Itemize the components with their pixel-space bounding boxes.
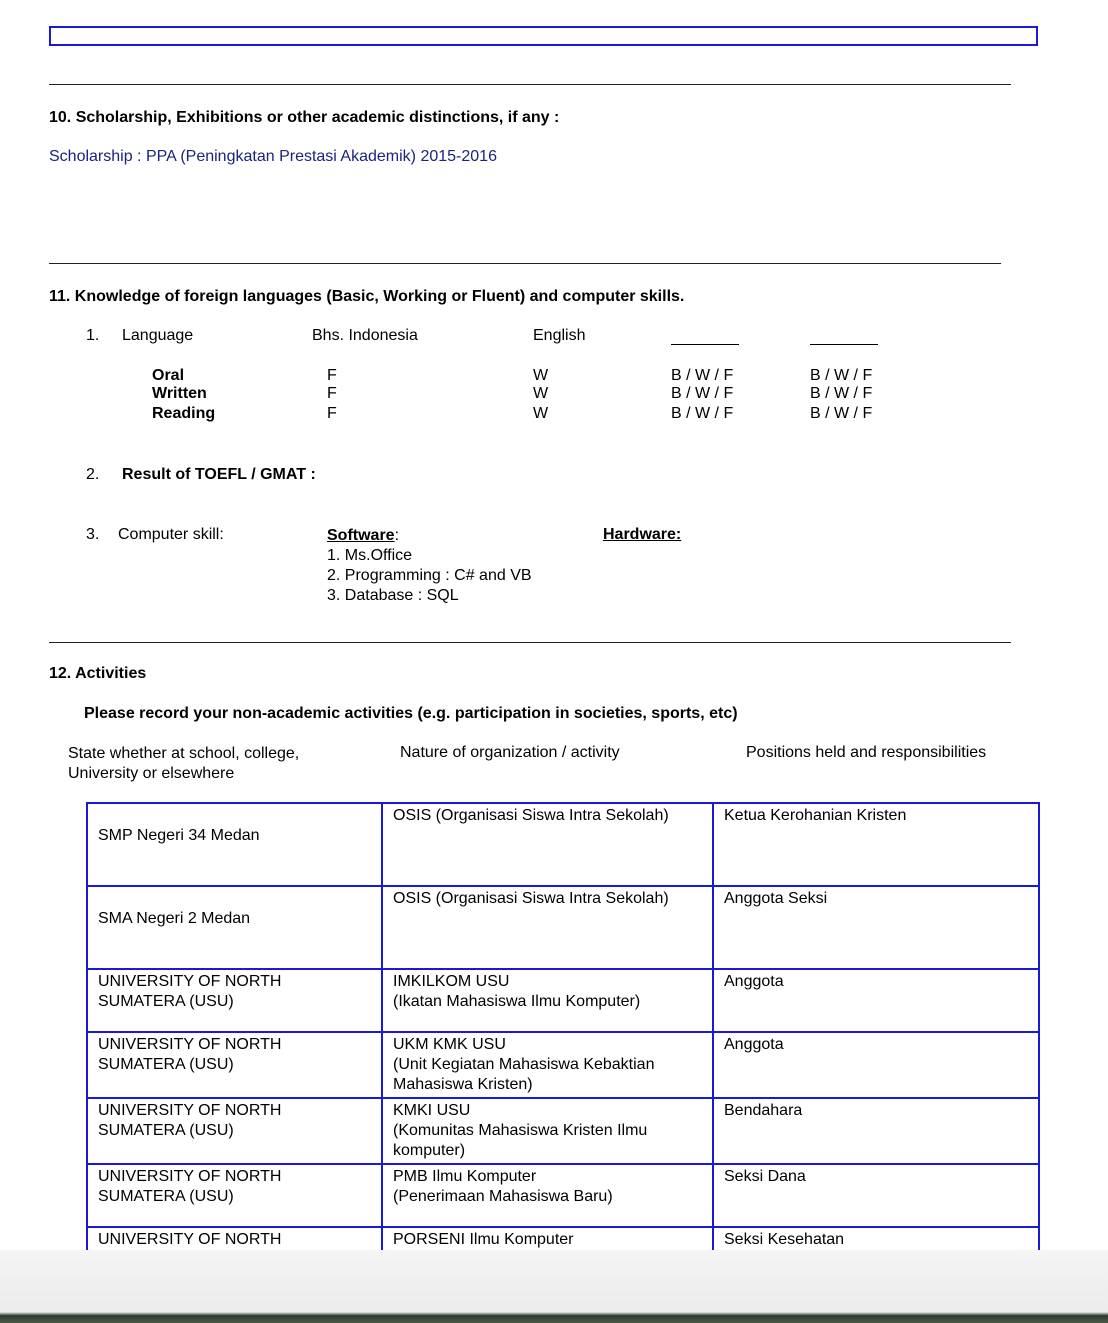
language-label: Language [122, 327, 194, 344]
organization-description: (Ikatan Mahasiswa Ilmu Komputer) [393, 993, 641, 1010]
column-header-place [68, 744, 299, 784]
skill-value-lang2: W [533, 405, 549, 422]
cell-place[interactable]: UNIVERSITY OF NORTH SUMATERA (USU) [87, 1098, 382, 1164]
skill-value-lang2: W [533, 367, 549, 384]
cell-position[interactable]: Anggota Seksi [713, 886, 1039, 969]
skill-value-lang1: F [327, 367, 337, 384]
toefl-num: 2. [86, 466, 100, 483]
activities-table [86, 802, 1040, 1291]
software-label: Software [327, 527, 395, 544]
cell-organization[interactable] [382, 1032, 713, 1098]
cell-organization[interactable] [382, 1164, 713, 1227]
toefl-label: Result of TOEFL / GMAT : [122, 466, 316, 483]
divider [49, 263, 1001, 264]
section-11-title: 11. Knowledge of foreign languages (Basic, Working or Fluent) and computer skills. [49, 288, 685, 305]
language-num: 1. [86, 327, 100, 344]
table-row [87, 1164, 1039, 1227]
computer-label: Computer skill: [118, 526, 224, 543]
cell-position[interactable]: Bendahara [713, 1098, 1039, 1164]
skill-value-lang3: B / W / F [671, 367, 734, 384]
skill-label: Oral [152, 367, 185, 384]
skill-value-lang1: F [327, 385, 337, 402]
software-colon: : [394, 527, 400, 544]
cell-place[interactable]: SMA Negeri 2 Medan [87, 886, 382, 969]
software-item: 3. Database : SQL [327, 587, 459, 604]
cell-place[interactable]: SMP Negeri 34 Medan [87, 803, 382, 886]
skill-value-lang4: B / W / F [810, 385, 873, 402]
organization-description: (Komunitas Mahasiswa Kristen Ilmu komputer) [393, 1122, 648, 1159]
section-10-title: 10. Scholarship, Exhibitions or other academic distinctions, if any : [49, 109, 560, 126]
software-item: 2. Programming : C# and VB [327, 567, 532, 584]
organization-name: IMKILKOM USU [393, 973, 510, 990]
cell-position[interactable]: Anggota [713, 969, 1039, 1032]
computer-num: 3. [86, 526, 100, 543]
table-row [87, 1098, 1039, 1164]
table-row [87, 803, 1039, 886]
scholarship-value: Scholarship : PPA (Peningkatan Prestasi Akademik) 2015-2016 [49, 148, 497, 165]
language-3-blank[interactable] [671, 344, 739, 345]
skill-value-lang1: F [327, 405, 337, 422]
language-2: English [533, 327, 586, 344]
skill-label: Written [152, 385, 207, 402]
organization-name: KMKI USU [393, 1102, 471, 1119]
column-header-position: Positions held and responsibilities [746, 744, 987, 761]
cell-place[interactable]: UNIVERSITY OF NORTH SUMATERA (USU) [87, 1032, 382, 1098]
software-item: 1. Ms.Office [327, 547, 413, 564]
skill-label: Reading [152, 405, 216, 422]
cell-organization[interactable] [382, 969, 713, 1032]
column-header-place-line1: State whether at school, college, [68, 745, 300, 762]
section-12-subtitle: Please record your non-academic activities (e.g. participation in societies, sports, etc) [84, 705, 738, 722]
cell-position[interactable]: Anggota [713, 1032, 1039, 1098]
language-1: Bhs. Indonesia [312, 327, 418, 344]
organization-name: OSIS (Organisasi Siswa Intra Sekolah) [393, 890, 669, 907]
software-block [327, 526, 532, 606]
table-row [87, 886, 1039, 969]
language-4-blank[interactable] [810, 344, 878, 345]
empty-field-box[interactable] [49, 26, 1038, 46]
cell-position[interactable]: Seksi Dana [713, 1164, 1039, 1227]
table-row [87, 969, 1039, 1032]
cell-organization[interactable] [382, 803, 713, 886]
cell-position[interactable]: Ketua Kerohanian Kristen [713, 803, 1039, 886]
organization-name: PMB Ilmu Komputer [393, 1168, 537, 1185]
organization-name: UKM KMK USU [393, 1036, 506, 1053]
organization-name: PORSENI Ilmu Komputer [393, 1231, 574, 1248]
hardware-label: Hardware: [603, 526, 682, 543]
skill-value-lang2: W [533, 385, 549, 402]
cell-place[interactable]: UNIVERSITY OF NORTH SUMATERA (USU) [87, 1164, 382, 1227]
cell-place[interactable]: UNIVERSITY OF NORTH SUMATERA (USU) [87, 969, 382, 1032]
cell-organization[interactable] [382, 886, 713, 969]
cell-place[interactable]: UNIVERSITY OF NORTH [87, 1227, 382, 1290]
section-12-title: 12. Activities [49, 665, 147, 682]
skill-value-lang3: B / W / F [671, 385, 734, 402]
organization-description: (Penerimaan Mahasiswa Baru) [393, 1188, 613, 1205]
skill-value-lang4: B / W / F [810, 405, 873, 422]
skill-value-lang3: B / W / F [671, 405, 734, 422]
divider [49, 84, 1011, 85]
table-row [87, 1032, 1039, 1098]
skill-value-lang4: B / W / F [810, 367, 873, 384]
organization-description: (Unit Kegiatan Mahasiswa Kebaktian Mahasiswa Kristen) [393, 1056, 655, 1093]
cell-organization[interactable] [382, 1098, 713, 1164]
cell-position[interactable]: Seksi Kesehatan [713, 1227, 1039, 1290]
organization-name: OSIS (Organisasi Siswa Intra Sekolah) [393, 807, 669, 824]
column-header-organization: Nature of organization / activity [400, 744, 620, 761]
divider [49, 642, 1011, 643]
viewer-background [0, 1250, 1108, 1323]
column-header-place-line2: University or elsewhere [68, 765, 235, 782]
